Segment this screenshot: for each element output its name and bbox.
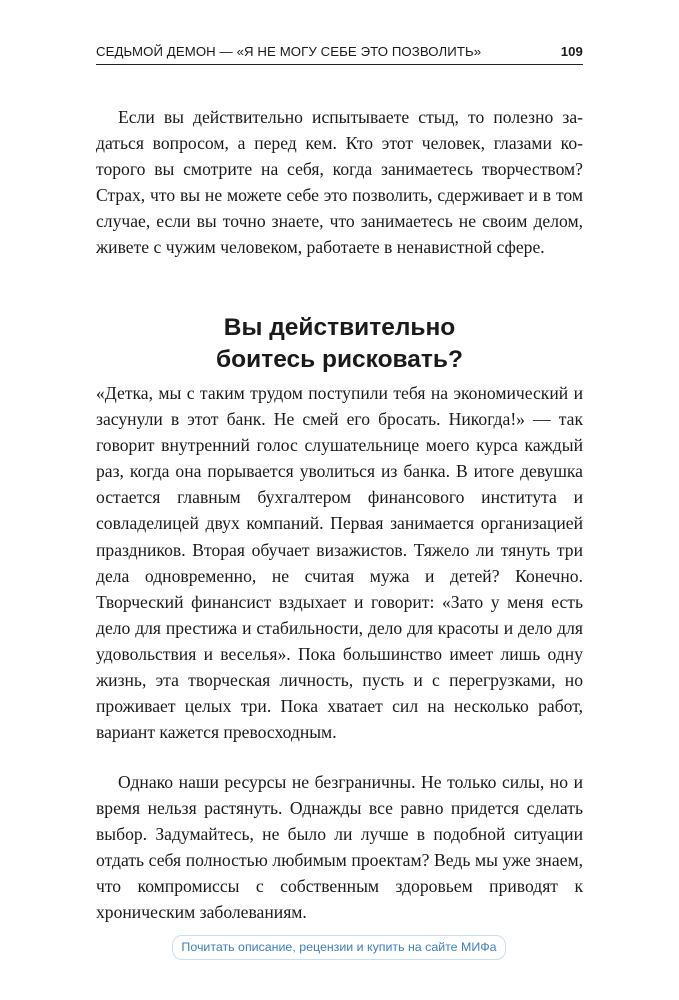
section-heading [96,312,583,376]
paragraph-resources: Однако наши ресурсы не безграничны. Не только силы, но и время нельзя растянуть. Однажды все равно придется сделать выбор. Задумайтесь, не было ли лучше в подобной ситуации отдать себя полностью любимым проектам? Ведь мы уже знаем, что компромиссы с собственным здоровьем приводят к хроническим заболеваниям. [96,772,583,923]
running-head [96,44,583,65]
page-number: 109 [560,44,583,59]
buy-on-mif-link[interactable]: Почитать описание, рецензии и купить на сайте МИФа [172,935,506,960]
section-heading-line-1: Вы действительно [223,314,456,341]
paragraph-bank-story: «Детка, мы с таким трудом поступили тебя на экономический и засунули в этот банк. Не смей его бросать. Никогда!» — так говорит внутренний голос слушательнице моего курса каждый раз, когда она порывается уволиться из банка. В итоге девушка остается главным бухгалтером финансового института и совладелицей двух компаний. Первая занимается организацией праздников. Вторая обучает визажистов. Тяжело ли тянуть три дела одновременно, не считая мужа и детей? Конечно. Творческий финансист вздыхает и говорит: «Зато у меня есть дело для престижа и стабильности, дело для красоты и дело для удовольствия и веселья». Пока большинство имеет лишь одну жизнь, эта творческая личность, пусть и с перегрузками, но проживает целых три. Пока хватает сил на несколько работ, вариант кажется превосходным. [96,383,583,743]
paragraph-shame: Если вы действительно испытываете стыд, то полезно задаться вопросом, а перед кем. Кто этот человек, глазами которого вы смотрите на себя, когда занимаетесь творчеством? Страх, что вы не можете себе это позволить, сдерживает и в том случае, если вы точно знаете, что занимаетесь не своим делом, живете с чужим человеком, работаете в ненавистной сфере. [96,107,583,258]
section-heading-line-2: боитесь рисковать? [216,346,463,373]
chapter-title: СЕДЬМОЙ ДЕМОН — «Я НЕ МОГУ СЕБЕ ЭТО ПОЗВОЛИТЬ» [96,44,482,59]
